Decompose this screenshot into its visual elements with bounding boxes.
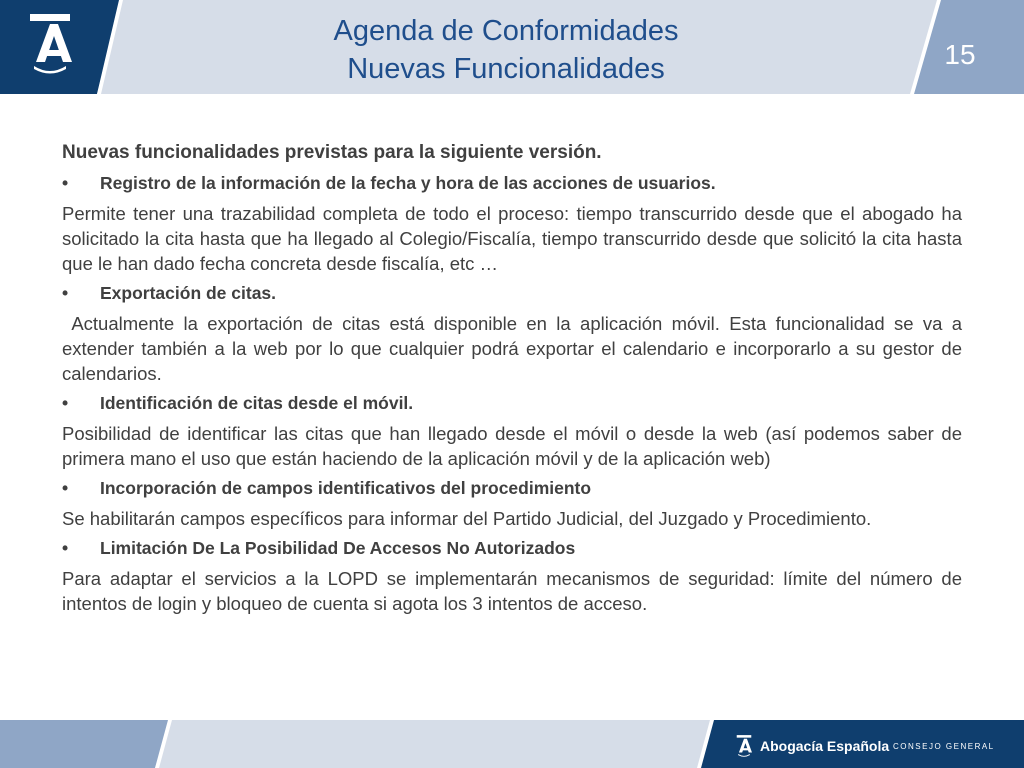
bullet-icon: • [62, 538, 69, 558]
feature-description-3: Posibilidad de identificar las citas que han llegado desde el móvil o desde la web (así podemos saber de primera mano el uso que están haciendo de la aplicación móvil y de la aplicación web) [62, 423, 962, 469]
abogacia-logo-icon [736, 735, 752, 757]
feature-heading-text: Identificación de citas desde el móvil. [100, 393, 414, 413]
footer-left-block [0, 720, 170, 768]
feature-heading-2 [62, 281, 962, 306]
abogacia-logo-icon [28, 14, 72, 74]
feature-heading-text: Incorporación de campos identificativos del procedimiento [100, 478, 592, 498]
feature-heading-text: Limitación De La Posibilidad De Accesos No Autorizados [100, 538, 576, 558]
bullet-icon: • [62, 283, 69, 303]
bullet-icon: • [62, 478, 69, 498]
feature-heading-5 [62, 536, 962, 561]
footer-brand-name: Abogacía Española [760, 738, 890, 754]
feature-heading-text: Registro de la información de la fecha y hora de las acciones de usuarios. [100, 173, 716, 193]
intro-heading: Nuevas funcionalidades previstas para la siguiente versión. [62, 142, 602, 163]
slide-title-line-2: Nuevas Funcionalidades [347, 53, 665, 85]
feature-description-5: Para adaptar el servicios a la LOPD se implementarán mecanismos de seguridad: límite del número de intentos de login y bloqueo de cuenta si agota los 3 intentos de acceso. [62, 568, 962, 614]
feature-description-1: Permite tener una trazabilidad completa de todo el proceso: tiempo transcurrido desde que el abogado ha solicitado la cita hasta que ha llegado al Colegio/Fiscalía, tiempo transcurrido desde que solicitó la cita hasta que le han dado fecha concreta desde fiscalía, etc … [62, 203, 962, 274]
feature-heading-4 [62, 476, 962, 501]
footer-brand-subtitle: CONSEJO GENERAL [893, 742, 995, 751]
slide-title [200, 12, 812, 88]
slide-content [62, 140, 968, 621]
feature-description-2: Actualmente la exportación de citas está disponible en la aplicación móvil. Esta funcionalidad se va a extender también a la web por lo que cualquier podrá exportar el calendario e incorporarlo a su gestor de calendarios. [62, 313, 968, 384]
bullet-icon: • [62, 393, 69, 413]
feature-heading-1 [62, 171, 962, 196]
bullet-icon: • [62, 173, 69, 193]
feature-description-4: Se habilitarán campos específicos para informar del Partido Judicial, del Juzgado y Procedimiento. [62, 508, 872, 529]
slide-title-line-1: Agenda de Conformidades [333, 15, 679, 47]
page-number: 15 [944, 39, 976, 70]
feature-heading-3 [62, 391, 962, 416]
feature-heading-text: Exportación de citas. [100, 283, 277, 303]
